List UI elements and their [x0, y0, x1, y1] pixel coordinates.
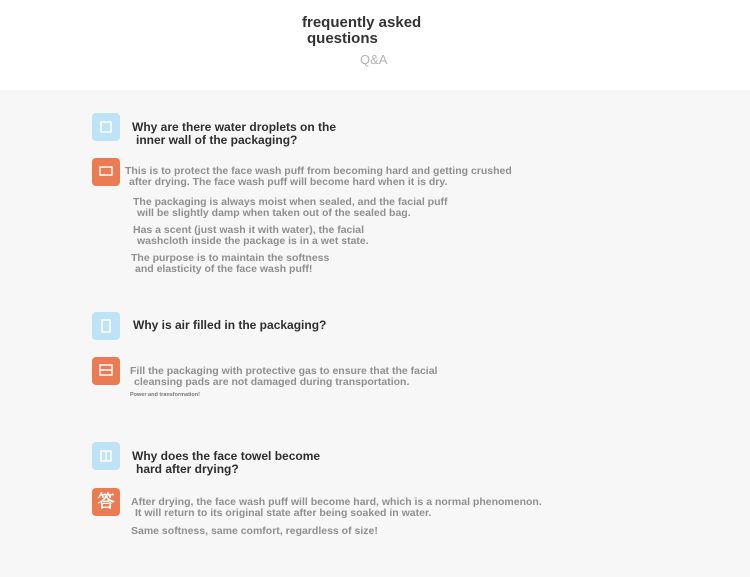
question-line: Why does the face towel become: [132, 449, 321, 463]
question-line: Why are there water droplets on the: [132, 120, 337, 134]
title-line-1: frequently asked: [302, 14, 422, 31]
answer-glyph-icon: 答: [92, 488, 120, 516]
extra-line: The packaging is always moist when sealed, and the facial puff: [133, 196, 448, 208]
question-icon: [92, 442, 120, 470]
extra-line: and elasticity of the face wash puff!: [135, 263, 313, 275]
answer-line: It will return to its original state after being soaked in water.: [135, 507, 432, 519]
answer-line: Fill the packaging with protective gas to ensure that the facial: [130, 365, 438, 377]
question-icon: [92, 312, 120, 340]
page-title: [302, 15, 421, 47]
answer-line: after drying. The face wash puff will become hard when it is dry.: [129, 176, 448, 188]
extra-line: will be slightly damp when taken out of the sealed bag.: [137, 207, 411, 219]
header: [0, 0, 750, 90]
faq-item-1-extra-2: [133, 225, 573, 247]
question-icon: [92, 113, 120, 141]
title-line-2: questions: [307, 30, 378, 47]
note-text: Power and transformation!: [130, 392, 200, 398]
answer-icon: [92, 158, 120, 186]
answer-icon: [92, 357, 120, 385]
faq-item-1-extra-3: [131, 253, 571, 275]
question-line: inner wall of the packaging?: [136, 133, 298, 147]
answer-line: After drying, the face wash puff will become hard, which is a normal phenomenon.: [131, 496, 542, 508]
answer-line: This is to protect the face wash puff from becoming hard and getting crushed: [125, 165, 512, 177]
extra-line: washcloth inside the package is in a wet state.: [137, 235, 369, 247]
extra-line: Has a scent (just wash it with water), the facial: [133, 224, 365, 236]
faq-item-1-extra-1: [133, 197, 573, 219]
question-line: hard after drying?: [136, 462, 239, 476]
extra-line: The purpose is to maintain the softness: [131, 252, 330, 264]
question-line: Why is air filled in the packaging?: [133, 318, 327, 332]
faq-item-3-extra-1: [131, 526, 571, 537]
faq-item-2-note: [130, 392, 200, 398]
answer-line: cleansing pads are not damaged during transportation.: [134, 376, 410, 388]
extra-line: Same softness, same comfort, regardless of size!: [131, 525, 378, 537]
subtitle-qa: Q&A: [360, 52, 388, 67]
